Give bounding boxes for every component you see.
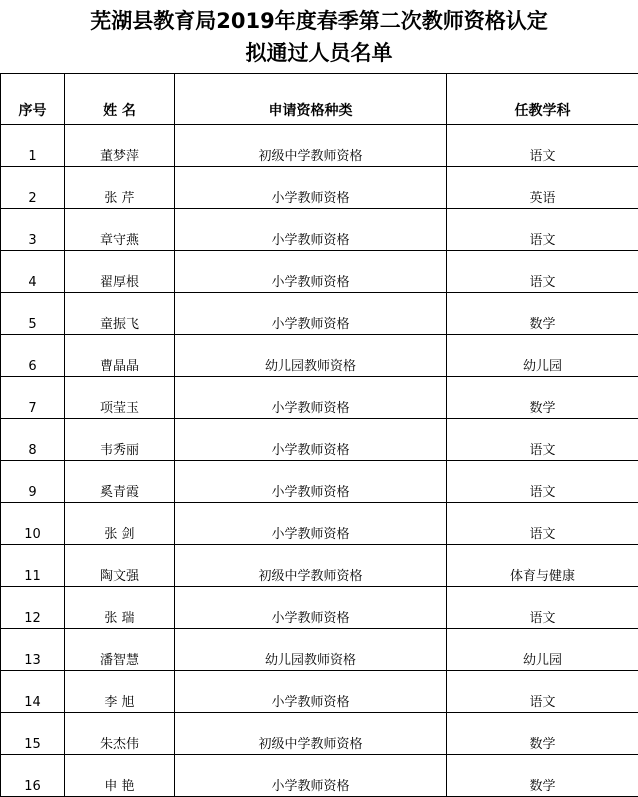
- cell-qualification: 幼儿园教师资格: [175, 335, 447, 377]
- cell-subject: 语文: [447, 503, 638, 545]
- cell-name: 申 艳: [65, 755, 175, 797]
- page-title: 芜湖县教育局2019年度春季第二次教师资格认定: [0, 8, 638, 34]
- cell-name: 李 旭: [65, 671, 175, 713]
- cell-index: 16: [1, 755, 65, 797]
- table-row: [1, 461, 638, 503]
- table-row: [1, 419, 638, 461]
- page-subtitle: 拟通过人员名单: [0, 40, 638, 66]
- cell-subject: 语文: [447, 209, 638, 251]
- cell-qualification: 小学教师资格: [175, 755, 447, 797]
- cell-index: 13: [1, 629, 65, 671]
- table-row: [1, 503, 638, 545]
- table-row: [1, 209, 638, 251]
- cell-name: 董梦萍: [65, 125, 175, 167]
- cell-qualification: 小学教师资格: [175, 377, 447, 419]
- cell-index: 15: [1, 713, 65, 755]
- cell-index: 2: [1, 167, 65, 209]
- cell-subject: 体育与健康: [447, 545, 638, 587]
- cell-subject: 幼儿园: [447, 629, 638, 671]
- table-row: [1, 713, 638, 755]
- cell-subject: 幼儿园: [447, 335, 638, 377]
- cell-index: 7: [1, 377, 65, 419]
- cell-subject: 数学: [447, 755, 638, 797]
- cell-qualification: 小学教师资格: [175, 209, 447, 251]
- cell-name: 朱杰伟: [65, 713, 175, 755]
- cell-subject: 语文: [447, 125, 638, 167]
- table-row: [1, 629, 638, 671]
- cell-qualification: 小学教师资格: [175, 461, 447, 503]
- table-row: [1, 251, 638, 293]
- cell-qualification: 小学教师资格: [175, 251, 447, 293]
- cell-name: 项莹玉: [65, 377, 175, 419]
- cell-qualification: 初级中学教师资格: [175, 125, 447, 167]
- cell-subject: 数学: [447, 293, 638, 335]
- cell-name: 潘智慧: [65, 629, 175, 671]
- cell-qualification: 小学教师资格: [175, 419, 447, 461]
- cell-index: 10: [1, 503, 65, 545]
- header-qualification: 申请资格种类: [175, 74, 447, 125]
- header-subject: 任教学科: [447, 74, 638, 125]
- cell-index: 5: [1, 293, 65, 335]
- cell-name: 张 瑞: [65, 587, 175, 629]
- table-row: [1, 167, 638, 209]
- cell-index: 11: [1, 545, 65, 587]
- cell-qualification: 小学教师资格: [175, 167, 447, 209]
- approved-teachers-table: [0, 73, 638, 797]
- cell-subject: 英语: [447, 167, 638, 209]
- cell-index: 9: [1, 461, 65, 503]
- cell-index: 1: [1, 125, 65, 167]
- table-row: [1, 671, 638, 713]
- cell-subject: 语文: [447, 587, 638, 629]
- cell-subject: 语文: [447, 671, 638, 713]
- table-row: [1, 755, 638, 797]
- cell-name: 童振飞: [65, 293, 175, 335]
- cell-index: 3: [1, 209, 65, 251]
- cell-subject: 数学: [447, 713, 638, 755]
- table-row: [1, 377, 638, 419]
- cell-index: 14: [1, 671, 65, 713]
- cell-qualification: 小学教师资格: [175, 671, 447, 713]
- cell-subject: 数学: [447, 377, 638, 419]
- cell-name: 陶文强: [65, 545, 175, 587]
- cell-subject: 语文: [447, 251, 638, 293]
- table-row: [1, 545, 638, 587]
- cell-index: 8: [1, 419, 65, 461]
- cell-name: 韦秀丽: [65, 419, 175, 461]
- cell-name: 张 剑: [65, 503, 175, 545]
- cell-name: 章守燕: [65, 209, 175, 251]
- cell-name: 曹晶晶: [65, 335, 175, 377]
- cell-name: 张 芹: [65, 167, 175, 209]
- cell-index: 12: [1, 587, 65, 629]
- table-row: [1, 587, 638, 629]
- cell-qualification: 小学教师资格: [175, 293, 447, 335]
- cell-qualification: 初级中学教师资格: [175, 545, 447, 587]
- cell-subject: 语文: [447, 419, 638, 461]
- table-header-row: [1, 74, 638, 125]
- header-name: 姓 名: [65, 74, 175, 125]
- table-row: [1, 293, 638, 335]
- table-row: [1, 125, 638, 167]
- table-row: [1, 335, 638, 377]
- cell-name: 奚青霞: [65, 461, 175, 503]
- cell-index: 6: [1, 335, 65, 377]
- header-index: 序号: [1, 74, 65, 125]
- cell-qualification: 初级中学教师资格: [175, 713, 447, 755]
- cell-subject: 语文: [447, 461, 638, 503]
- cell-qualification: 小学教师资格: [175, 587, 447, 629]
- cell-qualification: 小学教师资格: [175, 503, 447, 545]
- cell-qualification: 幼儿园教师资格: [175, 629, 447, 671]
- cell-name: 翟厚根: [65, 251, 175, 293]
- cell-index: 4: [1, 251, 65, 293]
